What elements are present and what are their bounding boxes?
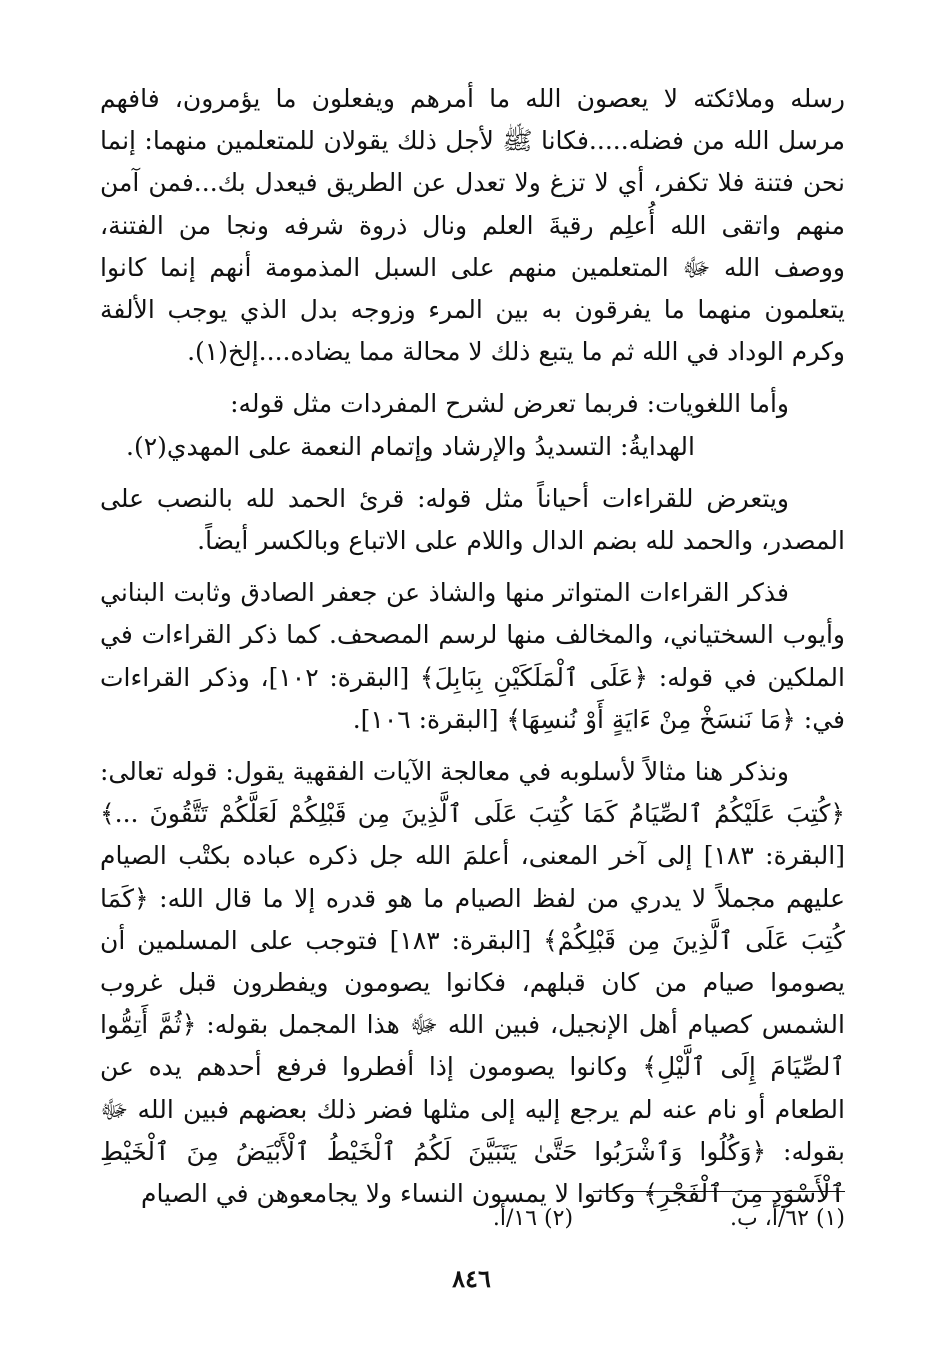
footnote-2: (٢) ١٦/أ. (492, 1206, 574, 1231)
paragraph-1: رسله وملائكته لا يعصون الله ما أمرهم ويفعلون ما يؤمرون، فافهم مرسل الله من فضله.....فكانا ﷺ لأجل ذلك يقولان للمتعلمين منهما: إنما نحن فتنة فلا تكفر، أي لا تزغ ولا تعدل عن الطريق فيعدل بك...فمن آمن منهم واتقى الله أُعلِم رقيةَ العلم ونال ذروة شرفه ونجا من الفتنة، ووصف الله ﷻ المتعلمين منهم على السبل المذمومة أنهم إنما كانوا يتعلمون منهما ما يفرقون به بين المرء وزوجه بدل الذي يوجب الألفة وكرم الوداد في الله ثم ما يتبع ذلك لا محالة مما يضاده....إلخ(١). (100, 84, 845, 367)
page-number: ٨٤٦ (452, 1264, 491, 1293)
paragraph-5: فذكر القراءات المتواتر منها والشاذ عن جعفر الصادق وثابت البناني وأيوب السختياني، والمخالف منها لرسم المصحف. كما ذكر القراءات في الملكين في قوله: ﴿عَلَى ٱلْمَلَكَيْنِ بِبَابِلَ﴾ [البقرة: ١٠٢]، وذكر القراءات في: ﴿مَا نَنسَخْ مِنْ ءَايَةٍ أَوْ نُنسِهَا﴾ [البقرة: ١٠٦]. (100, 578, 845, 734)
paragraph-3: الهدايةُ: التسديدُ والإرشاد وإتمام النعمة على المهدي(٢). (126, 431, 695, 461)
main-text (100, 78, 845, 1215)
paragraph-2: وأما اللغويات: فربما تعرض لشرح المفردات مثل قوله: (230, 389, 789, 419)
footnote-1: (١) ٦٢/أ، ب. (730, 1206, 845, 1231)
footnote-divider (593, 1191, 845, 1192)
paragraph-6: ونذكر هنا مثالاً لأسلوبه في معالجة الآيات الفقهية يقول: قوله تعالى: ﴿كُتِبَ عَلَيْكُمُ ٱلصِّيَامُ كَمَا كُتِبَ عَلَى ٱلَّذِينَ مِن قَبْلِكُمْ لَعَلَّكُمْ تَتَّقُونَ ...﴾ [البقرة: ١٨٣] إلى آخر المعنى، أعلمَ الله جل ذكره عباده بكتْب الصيام عليهم مجملاً لا يدري من لفظ الصيام ما هو قدره إلا ما قال الله: ﴿كَمَا كُتِبَ عَلَى ٱلَّذِينَ مِن قَبْلِكُمْ﴾ [البقرة: ١٨٣] فتوجب على المسلمين أن يصوموا صيام من كان قبلهم، فكانوا يصومون ويفطرون قبل غروب الشمس كصيام أهل الإنجيل، فبين الله ﷻ هذا المجمل بقوله: ﴿ثُمَّ أَتِمُّوا ٱلصِّيَامَ إِلَى ٱلَّيْلِ﴾ وكانوا يصومون إذا أفطروا فرفع أحدهم يده عن الطعام أو نام عنه لم يرجع إليه إلى مثلها فضر ذلك بعضهم فبين الله ﷻ بقوله: ﴿وَكُلُوا وَٱشْرَبُوا حَتَّىٰ يَتَبَيَّنَ لَكُمُ ٱلْخَيْطُ ٱلْأَبْيَضُ مِنَ ٱلْخَيْطِ ٱلْأَسْوَدِ مِنَ ٱلْفَجْرِ﴾ وكانوا لا يمسون النساء ولا يجامعوهن في الصيام (100, 757, 845, 1209)
paragraph-4: ويتعرض للقراءات أحياناً مثل قوله: قرئ الحمد لله بالنصب على المصدر، والحمد لله بضم الدال واللام على الاتباع وبالكسر أيضاً. (100, 483, 845, 556)
footnotes (100, 1203, 845, 1235)
